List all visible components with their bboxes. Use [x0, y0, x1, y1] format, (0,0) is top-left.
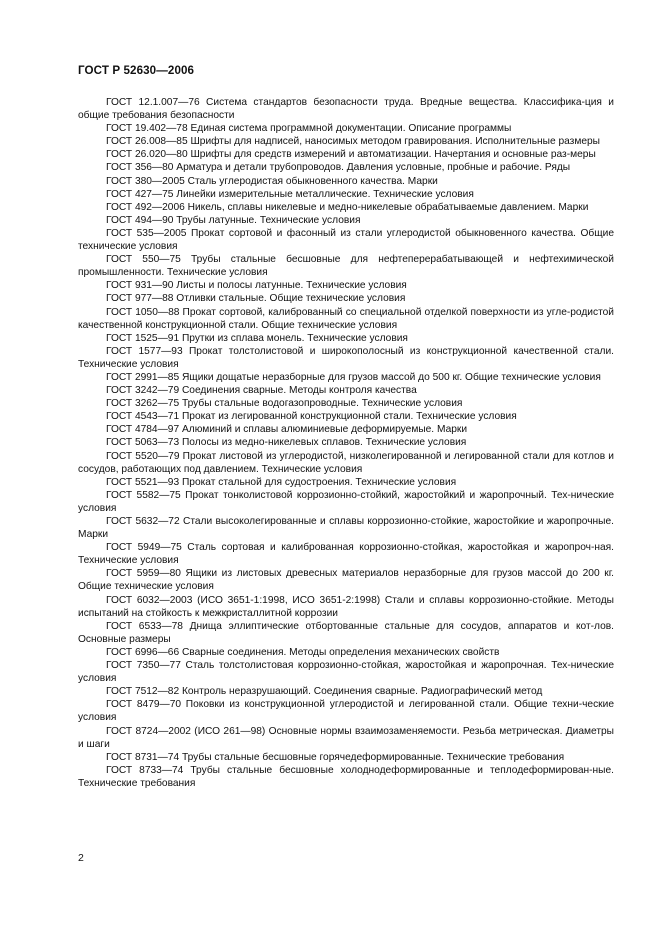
reference-item: ГОСТ 2991—85 Ящики дощатые неразборные для грузов массой до 500 кг. Общие технические условия: [106, 371, 601, 383]
reference-item: ГОСТ 4784—97 Алюминий и сплавы алюминиевые деформируемые. Марки: [106, 424, 468, 436]
reference-item: ГОСТ 5632—72 Стали высоколегированные и сплавы коррозионно-стойкие, жаростойкие и жаропрочные. Марки: [78, 516, 614, 541]
reference-item: ГОСТ 380—2005 Сталь углеродистая обыкновенного качества. Марки: [106, 175, 438, 187]
reference-item: ГОСТ 12.1.007—76 Система стандартов безопасности труда. Вредные вещества. Классифика-ция и общие требования безопасности: [78, 97, 614, 122]
reference-item: ГОСТ 5063—73 Полосы из медно-никелевых сплавов. Технические условия: [106, 437, 467, 449]
reference-item: ГОСТ 19.402—78 Единая система программной документации. Описание программы: [106, 123, 512, 135]
reference-item: ГОСТ 5949—75 Сталь сортовая и калиброванная коррозионно-стойкая, жаростойкая и жаропроч-ная. Технические условия: [78, 542, 614, 567]
reference-item: ГОСТ 492—2006 Никель, сплавы никелевые и медно-никелевые обрабатываемые давлением. Марки: [106, 201, 589, 213]
reference-item: ГОСТ 1050—88 Прокат сортовой, калиброванный со специальной отделкой поверхности из угле-родистой качественной конструкционной стали. Общие технические условия: [78, 306, 614, 331]
reference-item: ГОСТ 1577—93 Прокат толстолистовой и широкополосный из конструкционной качественной стали. Технические условия: [78, 345, 614, 370]
reference-item: ГОСТ 7350—77 Сталь толстолистовая коррозионно-стойкая, жаростойкая и жаропрочная. Тех-нические условия: [78, 660, 614, 685]
reference-item: ГОСТ 5959—80 Ящики из листовых древесных материалов неразборные для грузов массой до 200 кг. Общие технические условия: [78, 568, 614, 593]
reference-item: ГОСТ 5521—93 Прокат стальной для судостроения. Технические условия: [106, 476, 457, 488]
reference-item: ГОСТ 8724—2002 (ИСО 261—98) Основные нормы взаимозаменяемости. Резьба метрическая. Диаметры и шаги: [78, 725, 614, 750]
reference-item: ГОСТ 1525—91 Прутки из сплава монель. Технические условия: [106, 332, 408, 344]
reference-item: ГОСТ 494—90 Трубы латунные. Технические условия: [106, 214, 361, 226]
reference-item: ГОСТ 26.008—85 Шрифты для надписей, наносимых методом гравирования. Исполнительные размеры: [106, 136, 600, 148]
page-header-standard: ГОСТ Р 52630—2006: [78, 64, 195, 77]
reference-item: ГОСТ 5582—75 Прокат тонколистовой коррозионно-стойкий, жаростойкий и жаропрочный. Тех-нические условия: [78, 489, 614, 514]
reference-item: ГОСТ 977—88 Отливки стальные. Общие технические условия: [106, 293, 406, 305]
reference-item: ГОСТ 8733—74 Трубы стальные бесшовные холоднодеформированные и теплодеформирован-ные. Технические требования: [78, 764, 614, 789]
page-number: 2: [78, 852, 84, 864]
reference-item: ГОСТ 6533—78 Днища эллиптические отбортованные стальные для сосудов, аппаратов и кот-лов. Основные размеры: [78, 620, 614, 645]
reference-item: ГОСТ 7512—82 Контроль неразрушающий. Соединения сварные. Радиографический метод: [106, 686, 543, 698]
reference-item: ГОСТ 6996—66 Сварные соединения. Методы определения механических свойств: [106, 646, 500, 658]
reference-item: ГОСТ 535—2005 Прокат сортовой и фасонный из стали углеродистой обыкновенного качества. Общие технические условия: [78, 227, 614, 253]
reference-item: ГОСТ 3262—75 Трубы стальные водогазопроводные. Технические условия: [106, 398, 463, 410]
reference-item: ГОСТ 6032—2003 (ИСО 3651-1:1998, ИСО 3651-2:1998) Стали и сплавы коррозионно-стойкие. Методы испытаний на стойкость к межкристаллитной коррозии: [78, 594, 614, 619]
reference-item: ГОСТ 931—90 Листы и полосы латунные. Технические условия: [106, 280, 407, 292]
reference-item: ГОСТ 550—75 Трубы стальные бесшовные для нефтеперерабатывающей и нефтехимической промышленности. Технические условия: [78, 254, 614, 279]
reference-item: ГОСТ 26.020—80 Шрифты для средств измерений и автоматизации. Начертания и основные раз-меры: [106, 149, 596, 161]
reference-item: ГОСТ 356—80 Арматура и детали трубопроводов. Давления условные, пробные и рабочие. Ряды: [106, 162, 571, 174]
reference-item: ГОСТ 8731—74 Трубы стальные бесшовные горячедеформированные. Технические требования: [106, 751, 565, 763]
reference-item: ГОСТ 5520—79 Прокат листовой из углеродистой, низколегированной и легированной стали для котлов и сосудов, работающих под давлением. Технические условия: [78, 450, 614, 475]
reference-item: ГОСТ 4543—71 Прокат из легированной конструкционной стали. Технические условия: [106, 411, 517, 423]
reference-item: ГОСТ 427—75 Линейки измерительные металлические. Технические условия: [106, 188, 474, 200]
reference-item: ГОСТ 3242—79 Соединения сварные. Методы контроля качества: [106, 385, 417, 397]
normative-references-list: [78, 96, 614, 790]
reference-item: ГОСТ 8479—70 Поковки из конструкционной углеродистой и легированной стали. Общие техни-ческие условия: [78, 699, 614, 724]
